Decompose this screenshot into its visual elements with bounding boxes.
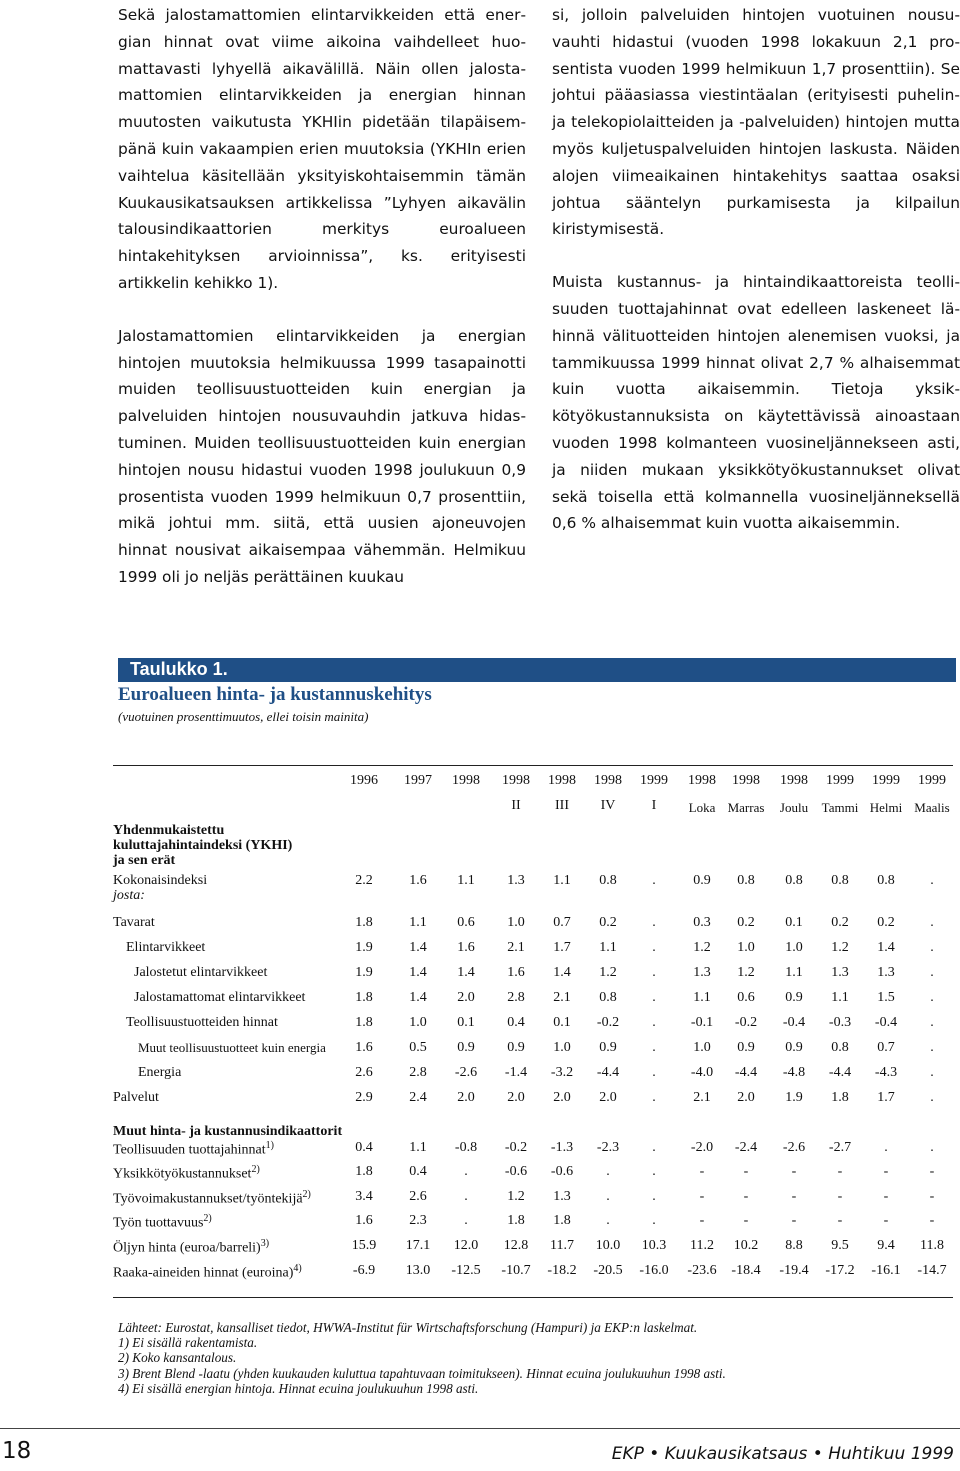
table-cell: . <box>930 873 934 888</box>
section-heading: kuluttajahintaindeksi (YKHI) <box>113 838 293 853</box>
table-cell: 1.1 <box>599 940 617 955</box>
table-cell: 0.2 <box>831 915 849 930</box>
table-cell: 0.1 <box>457 1015 475 1030</box>
table-cell: 2.0 <box>553 1090 571 1105</box>
table-cell: 2.3 <box>409 1213 427 1228</box>
table-cell: 1.8 <box>831 1090 849 1105</box>
table-cell: 0.4 <box>355 1140 373 1155</box>
table-cell: -3.2 <box>550 1065 574 1080</box>
table-cell: . <box>464 1213 468 1228</box>
row-sublabel: josta: <box>113 888 145 903</box>
table-cell: 1.8 <box>355 915 373 930</box>
table-cell: 0.4 <box>507 1015 525 1030</box>
paragraph: Muista kustannus- ja hintaindikaattoreista teollisuuden tuottajahinnat ovat edelleen laskeneet lähinnä välituotteiden hintojen alenemisen vuoksi, ja tammikuussa 1999 hinnat olivat 2,7 % alhaisemmat kuin vuotta aikaisemmin. Tietoja yksikkötyökustannuksista on käytettävissä ainoastaan vuoden 1998 kolmanteen vuosineljännekseen asti, ja niiden mukaan yksikkötyökustannukset olivat sekä toisella että kolmannella vuosineljänneksellä 0,6 % alhaisemmat kuin vuotta aikaisemmin. <box>552 273 960 533</box>
table-cell: -4.3 <box>874 1065 898 1080</box>
column-header-year: 1999 <box>826 773 854 788</box>
table-footnote: 2) Koko kansantalous. <box>118 1350 237 1366</box>
table-cell: . <box>652 1015 656 1030</box>
table-top-rule <box>113 765 953 766</box>
table-bottom-rule <box>113 1297 953 1298</box>
table-cell: 15.9 <box>351 1238 377 1253</box>
table-cell: -4.8 <box>782 1065 806 1080</box>
table-cell: 1.3 <box>693 965 711 980</box>
table-cell: -0.2 <box>596 1015 620 1030</box>
column-header-year: 1997 <box>404 773 432 788</box>
table-cell: 0.6 <box>737 990 755 1005</box>
column-header-year: 1998 <box>688 773 716 788</box>
table-cell: . <box>652 1065 656 1080</box>
table-cell: 1.0 <box>693 1040 711 1055</box>
table-cell: 0.9 <box>507 1040 525 1055</box>
table-cell: -0.2 <box>504 1140 528 1155</box>
running-head: EKP • Kuukausikatsaus • Huhtikuu 1999 <box>611 1444 954 1464</box>
table-cell: -20.5 <box>593 1263 623 1278</box>
table-cell: 2.1 <box>553 990 571 1005</box>
column-header-year: 1996 <box>350 773 378 788</box>
table-cell: 1.1 <box>553 873 571 888</box>
table-cell: -2.3 <box>596 1140 620 1155</box>
table-cell: . <box>652 990 656 1005</box>
table-cell: 2.2 <box>355 873 373 888</box>
table-cell: - <box>743 1213 749 1228</box>
table-cell: 0.9 <box>785 990 803 1005</box>
table-cell: . <box>652 915 656 930</box>
table-cell: 0.8 <box>831 1040 849 1055</box>
table-cell: 3.4 <box>355 1189 373 1204</box>
row-label: Palvelut <box>113 1090 159 1105</box>
column-header-year: 1998 <box>502 773 530 788</box>
table-cell: 2.6 <box>355 1065 373 1080</box>
table-cell: 1.4 <box>457 965 475 980</box>
table-cell: 0.8 <box>599 873 617 888</box>
table-cell: . <box>930 915 934 930</box>
table-footnote: 1) Ei sisällä rakentamista. <box>118 1335 258 1351</box>
table-cell: - <box>929 1164 935 1179</box>
table-cell: -16.1 <box>871 1263 901 1278</box>
section-heading: Yhdenmukaistettu <box>113 823 225 838</box>
table-cell: 1.8 <box>355 1015 373 1030</box>
table-cell: 1.3 <box>877 965 895 980</box>
table-cell: -0.6 <box>504 1164 528 1179</box>
table-cell: - <box>743 1189 749 1204</box>
table-cell: -2.6 <box>454 1065 478 1080</box>
table-cell: 0.1 <box>553 1015 571 1030</box>
column-header-year: 1998 <box>732 773 760 788</box>
table-cell: . <box>930 1140 934 1155</box>
table-cell: -4.4 <box>596 1065 620 1080</box>
footnote-marker: 1) <box>265 1140 274 1151</box>
column-header-period: Helmi <box>869 800 903 815</box>
table-cell: -23.6 <box>687 1263 717 1278</box>
table-cell: -0.4 <box>874 1015 898 1030</box>
table-cell: 0.7 <box>877 1040 895 1055</box>
column-header-period: Loka <box>688 800 716 815</box>
row-label: Raaka-aineiden hinnat (euroina)$^{4)}$ <box>113 1263 302 1281</box>
table-cell: - <box>699 1189 705 1204</box>
table-cell: 1.9 <box>785 1090 803 1105</box>
table-cell: . <box>652 940 656 955</box>
table-cell: - <box>743 1164 749 1179</box>
table-cell: 1.1 <box>457 873 475 888</box>
table-cell: -1.4 <box>504 1065 528 1080</box>
table-cell: -0.4 <box>782 1015 806 1030</box>
table-cell: 1.6 <box>409 873 427 888</box>
table-cell: - <box>929 1213 935 1228</box>
table-notes <box>118 1320 726 1396</box>
table-cell: 0.4 <box>409 1164 427 1179</box>
table-cell: 1.1 <box>409 1140 427 1155</box>
table-cell: -19.4 <box>779 1263 809 1278</box>
table-cell: . <box>652 1164 656 1179</box>
row-label: Kokonaisindeksi <box>113 873 208 888</box>
table-cell: . <box>930 965 934 980</box>
table-cell: 1.8 <box>553 1213 571 1228</box>
table-cell: 0.2 <box>877 915 895 930</box>
table-label-banner <box>118 658 956 682</box>
table-cell: 11.7 <box>550 1238 574 1253</box>
table-cell: 0.8 <box>831 873 849 888</box>
table-cell: 0.3 <box>693 915 711 930</box>
row-label: Teollisuustuotteiden hinnat <box>126 1015 278 1030</box>
table-cell: 10.3 <box>641 1238 667 1253</box>
section-heading: Muut hinta- ja kustannusindikaattorit <box>113 1124 343 1139</box>
table-cell: . <box>606 1213 610 1228</box>
table-cell: - <box>837 1164 843 1179</box>
table-cell: . <box>652 965 656 980</box>
table-cell: 0.5 <box>409 1040 427 1055</box>
column-header-period: I <box>651 798 657 813</box>
row-label: Jalostetut elintarvikkeet <box>134 965 268 980</box>
row-label: Työvoimakustannukset/työntekijä$^{2)}$ <box>113 1189 311 1207</box>
table-footnote: 3) Brent Blend -laatu (yhden kuukauden kuluttua tapahtuvaan toimitukseen). Hinnat ecuina joulukuuhun 1998 asti. <box>118 1365 726 1381</box>
row-label: Energia <box>138 1065 182 1080</box>
paragraph: Jalostamattomien elintarvikkeiden ja energian hintojen muutoksia helmikuussa 1999 tasapainotti muiden teollisuustuotteiden kuin energian ja palveluiden hintojen nousuvauhdin jatkuva hidastuminen. Muiden teollisuustuotteiden kuin energian hintojen nousu hidastui vuoden 1998 joulukuun 0,9 prosentista vuoden 1999 helmikuun 0,7 prosenttiin, mikä johtui mm. siitä, että uusien ajoneuvojen hinnat nousivat aikaisempaa vähemmän. Helmikuu 1999 oli jo neljäs perättäinen kuukau <box>118 326 526 586</box>
table-cell: 0.9 <box>457 1040 475 1055</box>
row-label: Muut teollisuustuotteet kuin energia <box>138 1040 326 1055</box>
table-cell: 1.2 <box>737 965 755 980</box>
table-cell: 2.1 <box>507 940 525 955</box>
section-heading: ja sen erät <box>113 853 176 868</box>
table-cell: 17.1 <box>405 1238 431 1253</box>
table-cell: -2.7 <box>828 1140 852 1155</box>
table-cell: 0.6 <box>457 915 475 930</box>
table-cell: 2.8 <box>409 1065 427 1080</box>
table-cell: -10.7 <box>501 1263 531 1278</box>
table-cell: 1.3 <box>831 965 849 980</box>
table-cell: 2.0 <box>457 1090 475 1105</box>
table-cell: 0.8 <box>877 873 895 888</box>
table-cell: . <box>652 1090 656 1105</box>
footnote-marker: 2) <box>203 1213 212 1224</box>
table-cell: . <box>930 1065 934 1080</box>
table-cell: 1.5 <box>877 990 895 1005</box>
table-cell: 0.9 <box>785 1040 803 1055</box>
table-cell: . <box>930 1015 934 1030</box>
table-cell: 0.9 <box>693 873 711 888</box>
table-cell: 2.1 <box>693 1090 711 1105</box>
footer-rule <box>0 1428 960 1429</box>
table-cell: 1.8 <box>507 1213 525 1228</box>
table-cell: 1.0 <box>409 1015 427 1030</box>
row-label: Elintarvikkeet <box>126 940 206 955</box>
table-cell: 9.5 <box>831 1238 849 1253</box>
row-label: Tavarat <box>113 915 155 930</box>
table-cell: 1.8 <box>355 1164 373 1179</box>
table-cell: 10.0 <box>595 1238 621 1253</box>
table-cell: . <box>652 873 656 888</box>
table-cell: . <box>884 1140 888 1155</box>
table-cell: -2.6 <box>782 1140 806 1155</box>
table-cell: 2.6 <box>409 1189 427 1204</box>
column-header-period: IV <box>600 798 616 813</box>
table-cell: 1.6 <box>457 940 475 955</box>
table-cell: . <box>930 940 934 955</box>
table-cell: 1.4 <box>553 965 571 980</box>
row-label: Jalostamattomat elintarvikkeet <box>134 990 306 1005</box>
table-cell: -0.2 <box>734 1015 758 1030</box>
column-header-year: 1999 <box>640 773 668 788</box>
footnote-marker: 2) <box>302 1189 311 1200</box>
row-label: Työn tuottavuus$^{2)}$ <box>113 1213 212 1231</box>
table-cell: 1.8 <box>355 990 373 1005</box>
table-cell: 1.0 <box>553 1040 571 1055</box>
table-cell: . <box>464 1189 468 1204</box>
column-header-year: 1999 <box>872 773 900 788</box>
column-header-year: 1998 <box>594 773 622 788</box>
text-column-right <box>552 2 960 563</box>
table-cell: 1.1 <box>409 915 427 930</box>
table-cell: 12.0 <box>453 1238 479 1253</box>
table-cell: 1.2 <box>693 940 711 955</box>
table-cell: -14.7 <box>917 1263 947 1278</box>
table-cell: -0.1 <box>690 1015 714 1030</box>
column-header-period: Maalis <box>914 800 950 815</box>
table-cell: - <box>791 1213 797 1228</box>
column-header-year: 1999 <box>918 773 946 788</box>
table-cell: -4.4 <box>828 1065 852 1080</box>
table-cell: - <box>929 1189 935 1204</box>
column-header-year: 1998 <box>548 773 576 788</box>
table-cell: -0.3 <box>828 1015 852 1030</box>
table-cell: -0.6 <box>550 1164 574 1179</box>
table-cell: - <box>791 1189 797 1204</box>
table-cell: - <box>791 1164 797 1179</box>
table-cell: - <box>883 1213 889 1228</box>
table-cell: . <box>652 1140 656 1155</box>
table-cell: 1.0 <box>737 940 755 955</box>
text-column-left <box>118 2 526 617</box>
table-cell: 1.9 <box>355 965 373 980</box>
table-cell: 1.1 <box>831 990 849 1005</box>
table-cell: 1.3 <box>553 1189 571 1204</box>
table-cell: -4.0 <box>690 1065 714 1080</box>
table-cell: 1.6 <box>355 1040 373 1055</box>
table-cell: 2.9 <box>355 1090 373 1105</box>
table-source-note: Lähteet: Eurostat, kansalliset tiedot, HWWA-Institut für Wirtschaftsforschung (Hampuri) ja EKP:n laskelmat. <box>118 1320 698 1335</box>
table-cell: 11.2 <box>690 1238 714 1253</box>
table-cell: . <box>606 1189 610 1204</box>
table-cell: 1.4 <box>409 990 427 1005</box>
table-cell: 0.7 <box>553 915 571 930</box>
table-cell: . <box>652 1213 656 1228</box>
table-cell: -18.4 <box>731 1263 761 1278</box>
column-header-period: Tammi <box>821 800 859 815</box>
table-cell: - <box>837 1213 843 1228</box>
table-cell: 9.4 <box>877 1238 895 1253</box>
table-title: Euroalueen hinta- ja kustannuskehitys <box>118 684 432 705</box>
table-cell: 10.2 <box>733 1238 759 1253</box>
table-cell: 13.0 <box>405 1263 431 1278</box>
table-cell: 0.9 <box>737 1040 755 1055</box>
table-cell: 1.4 <box>409 965 427 980</box>
paragraph: Sekä jalostamattomien elintarvikkeiden että energian hinnat ovat viime aikoina vaihdelleet huomattavasti lyhyellä aikavälillä. Näin ollen jalostamattomien elintarvikkeiden ja energian hinnan muutosten vaikutusta YKHIin pidetään tilapäisempänä kuin vakaampien erien muutoksia (YKHIn erien vaihtelua käsitellään yksityiskohtaisemmin tämän Kuukausikatsauksen artikkelissa ”Lyhyen aikavälin talousindikaattorien merkitys euroalueen hintakehityksen arvioinnissa”, ks. erityisesti artikkelin kehikko 1). <box>118 6 526 292</box>
table-cell: 1.9 <box>355 940 373 955</box>
table-cell: . <box>930 990 934 1005</box>
table-cell: . <box>930 1040 934 1055</box>
column-header-period: III <box>555 798 569 813</box>
table-cell: 1.7 <box>553 940 571 955</box>
table-cell: 0.2 <box>737 915 755 930</box>
table-cell: 2.8 <box>507 990 525 1005</box>
table-cell: 1.7 <box>877 1090 895 1105</box>
table-cell: 0.2 <box>599 915 617 930</box>
table-cell: 1.2 <box>599 965 617 980</box>
table-cell: 1.0 <box>507 915 525 930</box>
table-label: Taulukko 1. <box>130 659 228 679</box>
table-cell: 1.1 <box>785 965 803 980</box>
table-cell: 1.1 <box>693 990 711 1005</box>
table-cell: 1.0 <box>785 940 803 955</box>
table-cell: . <box>652 1189 656 1204</box>
table-cell: -1.3 <box>550 1140 574 1155</box>
table-cell: -18.2 <box>547 1263 577 1278</box>
row-label: Öljyn hinta (euroa/barreli)$^{3)}$ <box>113 1238 270 1256</box>
table-cell: 0.8 <box>785 873 803 888</box>
table-cell: . <box>652 1040 656 1055</box>
table-cell: . <box>464 1164 468 1179</box>
table-footnote: 4) Ei sisällä energian hintoja. Hinnat ecuina joulukuuhun 1998 asti. <box>118 1380 479 1396</box>
table-cell: 2.0 <box>507 1090 525 1105</box>
footnote-marker: 4) <box>293 1263 302 1274</box>
table-cell: 12.8 <box>503 1238 529 1253</box>
table-cell: -12.5 <box>451 1263 481 1278</box>
table-cell: . <box>930 1090 934 1105</box>
table-cell: 1.4 <box>877 940 895 955</box>
table-cell: -4.4 <box>734 1065 758 1080</box>
table-cell: - <box>883 1164 889 1179</box>
table-cell: 8.8 <box>785 1238 803 1253</box>
table-cell: 2.0 <box>599 1090 617 1105</box>
column-header-year: 1998 <box>452 773 480 788</box>
table-cell: 1.2 <box>507 1189 525 1204</box>
table-cell: 0.8 <box>599 990 617 1005</box>
table-cell: 1.6 <box>355 1213 373 1228</box>
table-cell: - <box>699 1213 705 1228</box>
table-cell: -2.4 <box>734 1140 758 1155</box>
table-cell: -0.8 <box>454 1140 478 1155</box>
table-cell: 1.3 <box>507 873 525 888</box>
footnote-marker: 2) <box>251 1164 260 1175</box>
table-cell: -16.0 <box>639 1263 669 1278</box>
paragraph: si, jolloin palveluiden hintojen vuotuinen nousuvauhti hidastui (vuoden 1998 lokakuun 2,1 prosentista vuoden 1999 helmikuun 1,7 prosenttiin). Se johtui pääasiassa viestintäalan (erityisesti puhelin- ja telekopiolaitteiden ja -palveluiden) hintojen mutta myös kuljetuspalveluiden hintojen laskusta. Näiden alojen viimeaikainen hintakehitys saattaa osaksi johtua sääntelyn purkamisesta ja kilpailun kiristymisestä. <box>552 6 960 239</box>
table-cell: 1.4 <box>409 940 427 955</box>
table-cell: -6.9 <box>352 1263 376 1278</box>
table-cell: 2.0 <box>737 1090 755 1105</box>
column-header-period: Marras <box>727 800 765 815</box>
table-cell: 0.9 <box>599 1040 617 1055</box>
table-cell: - <box>837 1189 843 1204</box>
page-number: 18 <box>2 1438 32 1464</box>
table-cell: . <box>606 1164 610 1179</box>
table-cell: 1.6 <box>507 965 525 980</box>
row-label: Teollisuuden tuottajahinnat$^{1)}$ <box>113 1140 274 1158</box>
column-header-year: 1998 <box>780 773 808 788</box>
table-cell: 11.8 <box>920 1238 944 1253</box>
footnote-marker: 3) <box>260 1238 270 1249</box>
table-cell: - <box>699 1164 705 1179</box>
column-header-period: II <box>511 798 521 813</box>
row-label: Yksikkötyökustannukset$^{2)}$ <box>113 1164 260 1182</box>
table-cell: 0.8 <box>737 873 755 888</box>
table-cell: 2.4 <box>409 1090 427 1105</box>
table-cell: 0.1 <box>785 915 803 930</box>
table-cell: - <box>883 1189 889 1204</box>
column-header-period: Joulu <box>779 800 809 815</box>
table-cell: 2.0 <box>457 990 475 1005</box>
table-subtitle: (vuotuinen prosenttimuutos, ellei toisin mainita) <box>118 709 369 724</box>
table-cell: 1.2 <box>831 940 849 955</box>
table-cell: -17.2 <box>825 1263 855 1278</box>
table-cell: -2.0 <box>690 1140 714 1155</box>
